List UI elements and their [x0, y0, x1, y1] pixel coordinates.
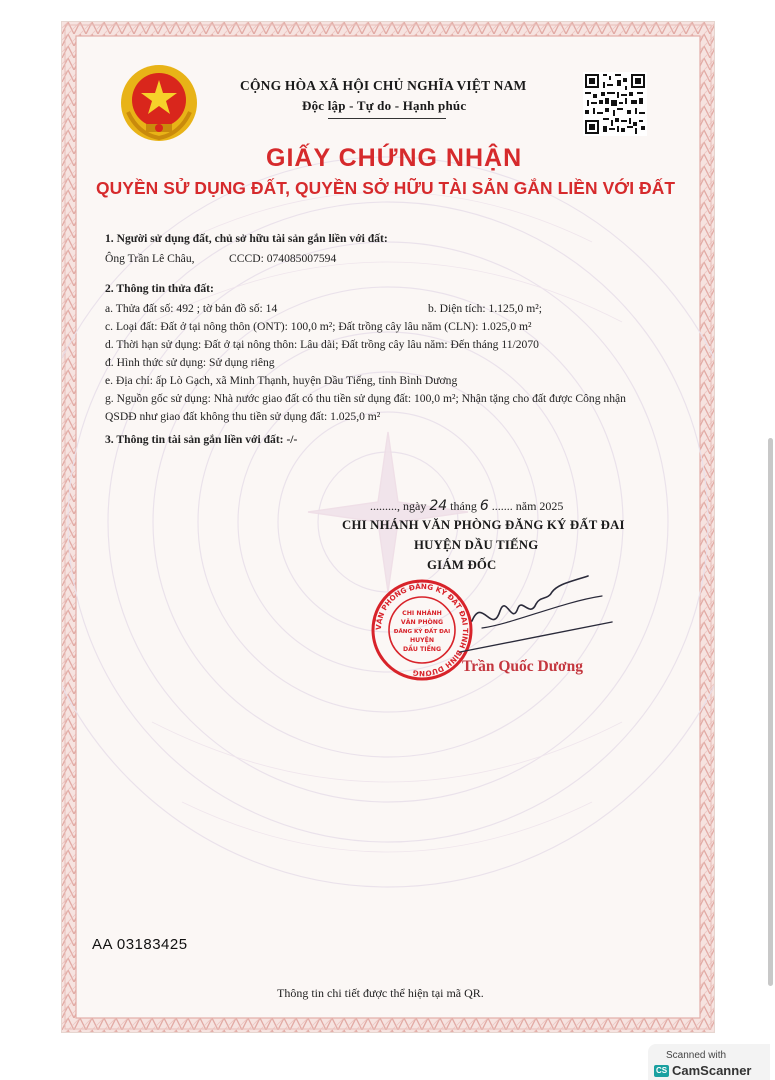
owner-name: Ông Trần Lê Châu, [105, 252, 195, 265]
stamp-line5: DẦU TIẾNG [402, 646, 442, 653]
date-day: 24 [429, 498, 448, 514]
parcel-address: e. Địa chỉ: ấp Lò Gạch, xã Minh Thạnh, huyện Dầu Tiếng, tỉnh Bình Dương [105, 374, 458, 387]
date-month-label: tháng [450, 499, 477, 513]
date-year: năm 2025 [515, 499, 564, 513]
national-motto: Độc lập - Tự do - Hạnh phúc [302, 98, 467, 113]
usage-form: đ. Hình thức sử dụng: Sử dụng riêng [105, 356, 275, 369]
certificate-title: GIẤY CHỨNG NHẬN [266, 144, 523, 172]
signer-name: Trần Quốc Dương [462, 658, 583, 675]
parcel-info: a. Thửa đất số: 492 ; tờ bản đồ số: 14 [105, 302, 278, 315]
section2-heading: 2. Thông tin thửa đất: [105, 282, 214, 295]
section1-heading: 1. Người sử dụng đất, chủ sở hữu tài sản gắn liền với đất: [105, 232, 388, 245]
scanned-with-label: Scanned with [666, 1050, 727, 1061]
camscanner-logo-icon: CS [655, 1066, 668, 1075]
date-month: 6 [479, 498, 489, 514]
date-prefix: ........., ngày [370, 499, 427, 513]
stamp-line1: CHI NHÁNH [402, 610, 442, 617]
land-type: c. Loại đất: Đất ở tại nông thôn (ONT): 100,0 m²; Đất trồng cây lâu năm (CLN): 1.025,0 m² [105, 320, 532, 333]
motto-underline [328, 118, 446, 119]
parcel-area: b. Diện tích: 1.125,0 m²; [428, 302, 542, 315]
stamp-line4: HUYỆN [409, 637, 435, 644]
owner-id-number: CCCD: 074085007594 [229, 252, 337, 265]
stamp-line3: ĐĂNG KÝ ĐẤT ĐAI [393, 629, 451, 635]
qr-code [583, 72, 647, 136]
handwritten-signature [452, 566, 632, 656]
certificate-subtitle: QUYỀN SỬ DỤNG ĐẤT, QUYỀN SỞ HỮU TÀI SẢN GẮN LIỀN VỚI ĐẤT [96, 178, 676, 198]
usage-term: d. Thời hạn sử dụng: Đất ở tại nông thôn: Lâu dài; Đất trồng cây lâu năm: Đến tháng 11/2070 [105, 338, 539, 351]
signer-role: GIÁM ĐỐC [427, 558, 497, 572]
national-emblem-icon [118, 62, 200, 144]
issue-date: ........., ngày 24 tháng 6 ....... năm 2025 [370, 498, 564, 514]
section3-heading: 3. Thông tin tài sản gắn liền với đất: -/- [105, 433, 298, 446]
usage-origin-line2: QSDĐ như giao đất không thu tiền sử dụng đất: 1.025,0 m² [105, 410, 381, 423]
usage-origin-line1: g. Nguồn gốc sử dụng: Nhà nước giao đất có thu tiền sử dụng đất: 100,0 m²; Nhận tặng cho đất được Công nhận [105, 392, 626, 405]
vertical-scrollbar[interactable] [768, 438, 773, 986]
country-name: CỘNG HÒA XÃ HỘI CHỦ NGHĨA VIỆT NAM [240, 78, 527, 93]
camscanner-badge [648, 1044, 770, 1080]
issuing-office: CHI NHÁNH VĂN PHÒNG ĐĂNG KÝ ĐẤT ĐAI [342, 518, 625, 532]
certificate [62, 22, 714, 1032]
stamp-ring-text: VĂN PHÒNG ĐĂNG KÝ ĐẤT ĐAI TỈNH BÌNH DƯƠNG [373, 581, 471, 679]
issuing-district: HUYỆN DẦU TIẾNG [414, 538, 539, 552]
qr-footer-note: Thông tin chi tiết được thể hiện tại mã QR. [277, 986, 484, 1000]
serial-number: AA 03183425 [92, 936, 188, 953]
camscanner-name: CamScanner [672, 1063, 752, 1078]
stamp-line2: VĂN PHÒNG [400, 619, 444, 626]
